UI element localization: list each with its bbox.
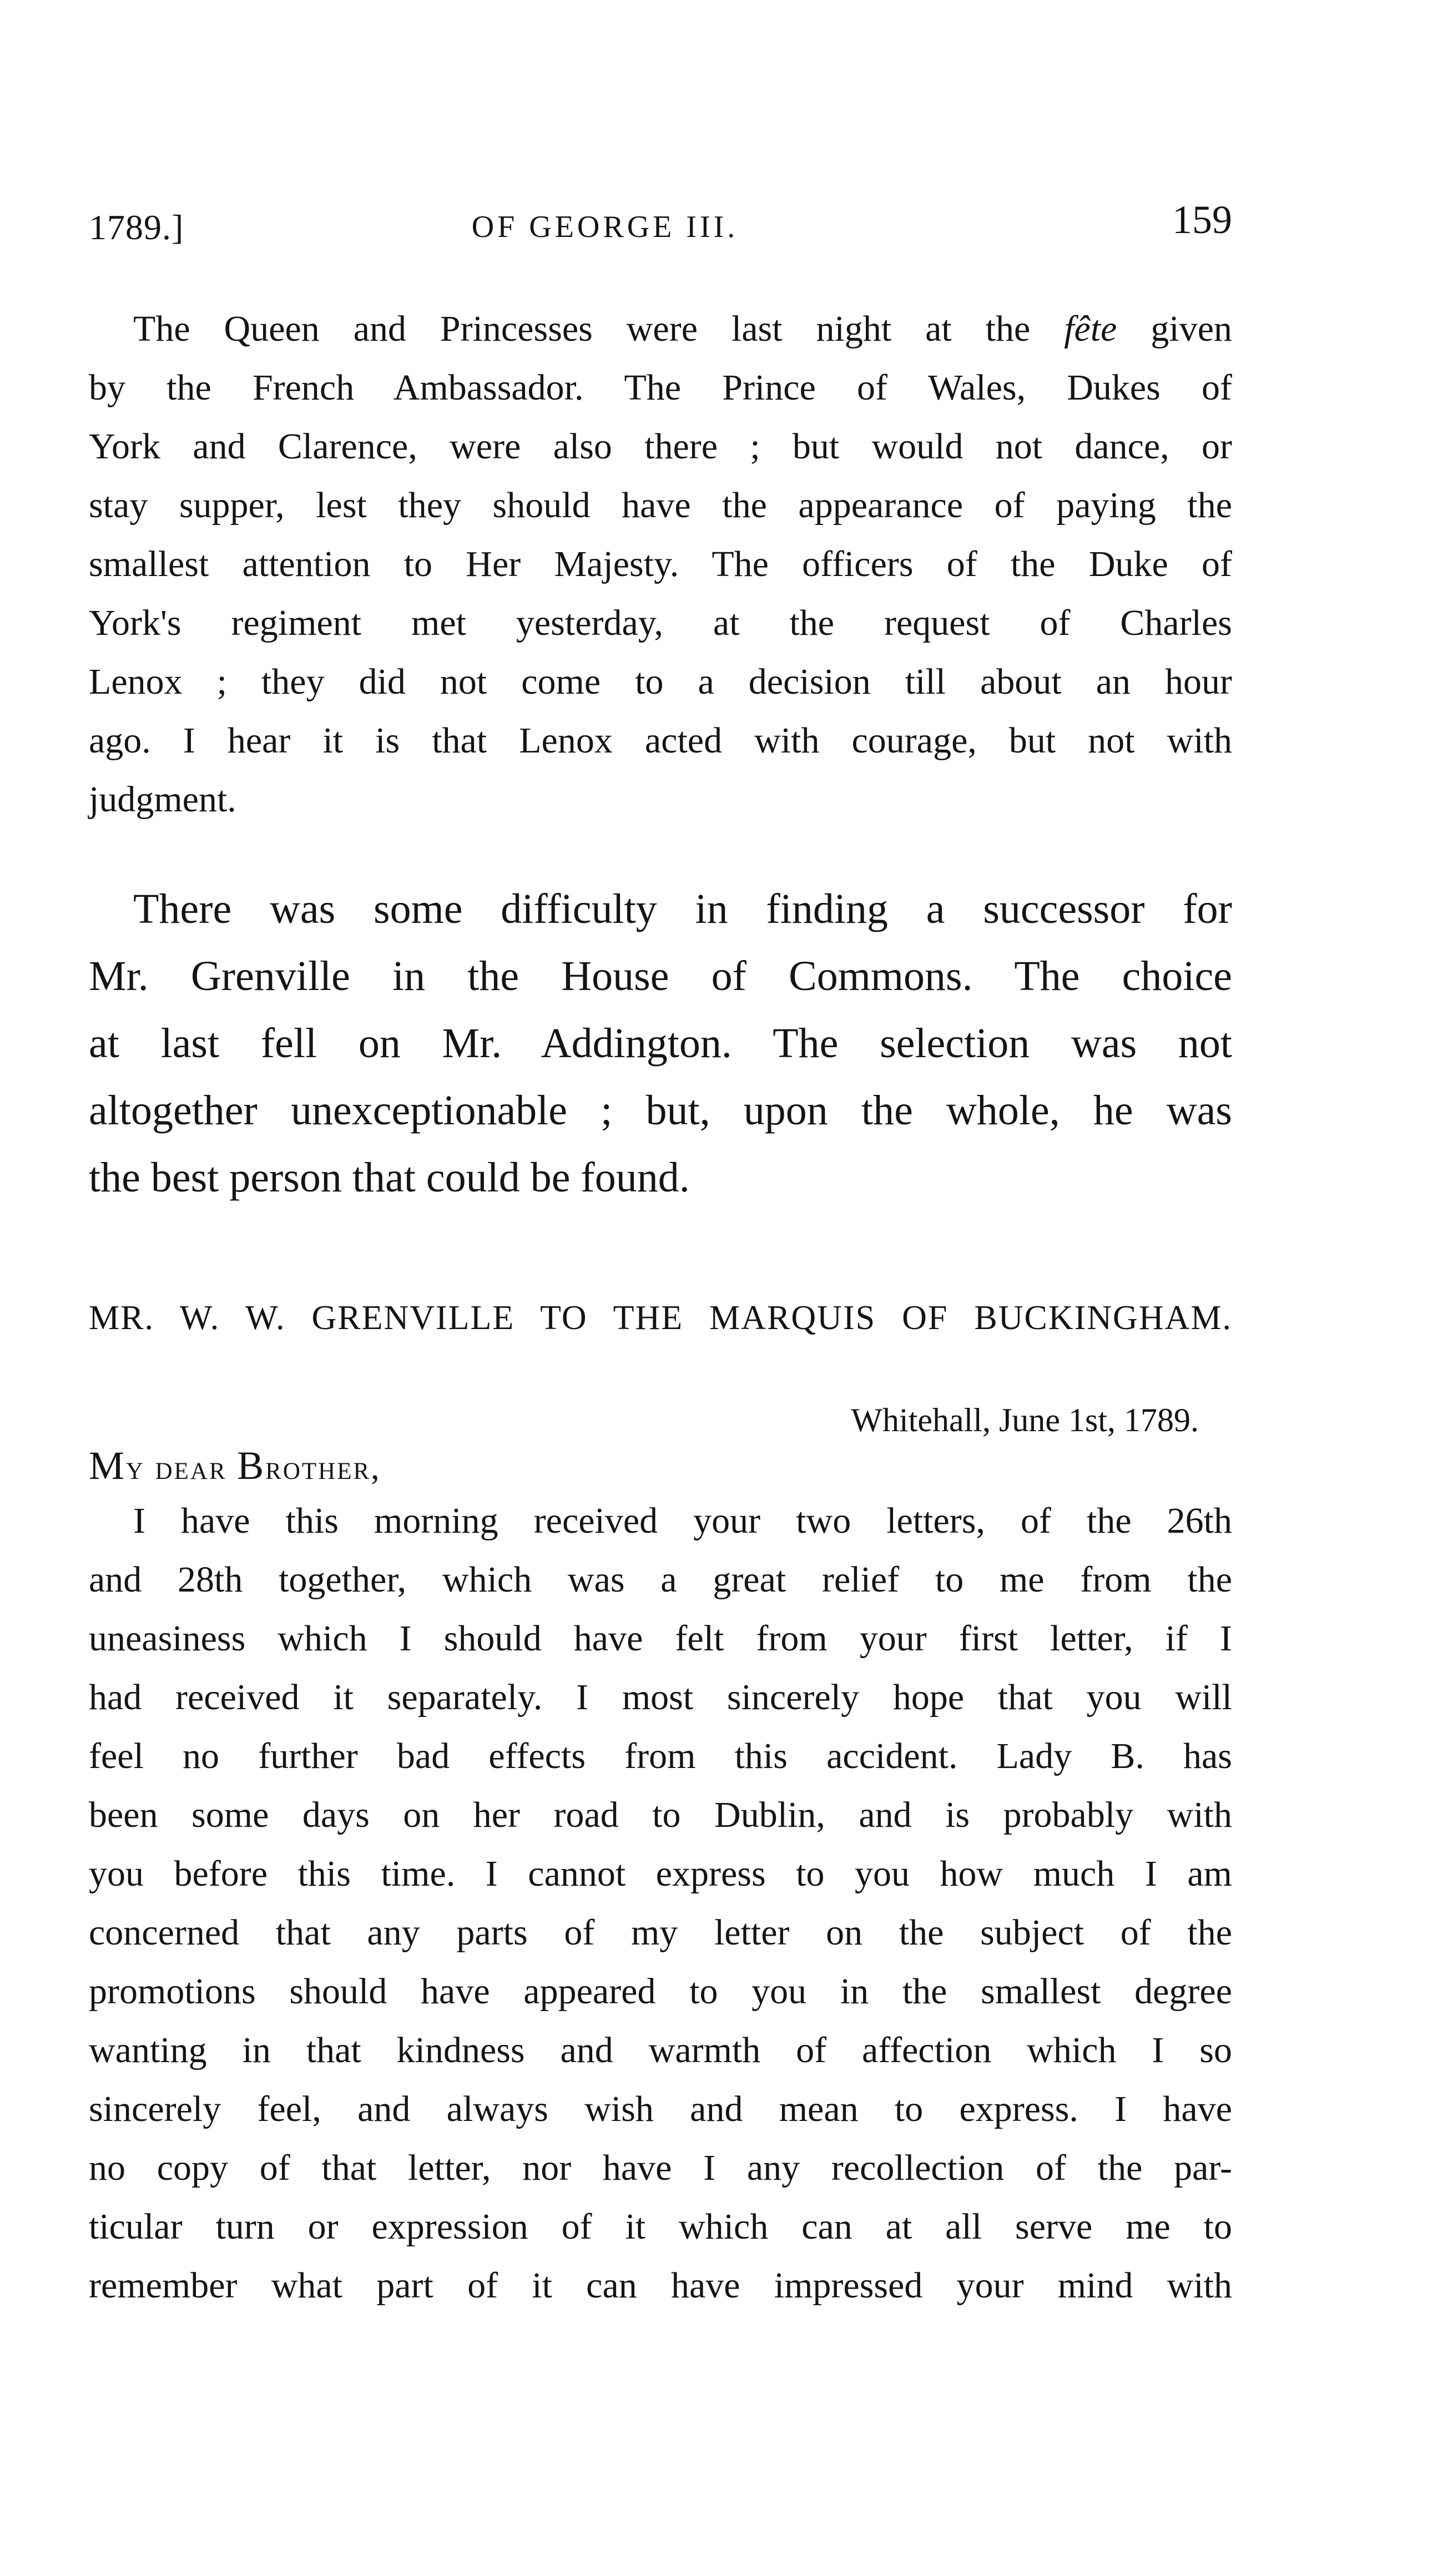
text-line: ago. I hear it is that Lenox acted with courage, but not with	[89, 720, 1232, 761]
running-head	[89, 197, 1232, 258]
running-head-title: OF GEORGE III.	[471, 210, 739, 244]
text-line: There was some difficulty in finding a successor for	[133, 886, 1232, 932]
text-line: stay supper, lest they should have the appearance of paying the	[89, 485, 1232, 526]
text-line: remember what part of it can have impressed your mind with	[89, 2265, 1232, 2306]
text-line: York and Clarence, were also there ; but would not dance, or	[89, 426, 1232, 467]
text-line: altogether unexceptionable ; but, upon the whole, he was	[89, 1087, 1232, 1134]
text-line: no copy of that letter, nor have I any recollection of the par-	[89, 2148, 1232, 2188]
text-line: wanting in that kindness and warmth of affection which I so	[89, 2030, 1232, 2070]
text-line: you before this time. I cannot express to you how much I am	[89, 1853, 1232, 1894]
letter-body	[89, 1492, 1232, 2315]
text-line: and 28th together, which was a great relief to me from the	[89, 1559, 1232, 1600]
letter-dateline: Whitehall, June 1st, 1789.	[851, 1402, 1199, 1438]
text-line: Mr. Grenville in the House of Commons. The choice	[89, 953, 1232, 999]
text-line: concerned that any parts of my letter on the subject of the	[89, 1912, 1232, 1953]
text-line: by the French Ambassador. The Prince of Wales, Dukes of	[89, 367, 1232, 408]
text-line: The Queen and Princesses were last night at the fête given	[133, 309, 1233, 349]
text-line: at last fell on Mr. Addington. The selection was not	[89, 1020, 1232, 1067]
text-line: judgment.	[89, 779, 236, 820]
text-line: ticular turn or expression of it which can at all serve me to	[89, 2206, 1232, 2247]
text-line: Lenox ; they did not come to a decision till about an hour	[89, 661, 1232, 702]
paragraph-successor	[89, 876, 1232, 1211]
text-line: sincerely feel, and always wish and mean to express. I have	[89, 2089, 1232, 2129]
text-line: York's regiment met yesterday, at the request of Charles	[89, 603, 1232, 643]
text-line: promotions should have appeared to you in the smallest degree	[89, 1971, 1232, 2012]
text-line: I have this morning received your two letters, of the 26th	[133, 1501, 1232, 1541]
text-line: been some days on her road to Dublin, and is probably with	[89, 1795, 1232, 1835]
running-head-year: 1789.]	[89, 208, 184, 247]
letter-salutation: My dear Brother,	[89, 1443, 381, 1488]
text-line: uneasiness which I should have felt from your first letter, if I	[89, 1618, 1232, 1659]
text-line: had received it separately. I most sincerely hope that you will	[89, 1677, 1232, 1718]
italic-word-fete: fête	[1064, 309, 1117, 349]
letter-heading: MR. W. W. GRENVILLE TO THE MARQUIS OF BUCKINGHAM.	[89, 1299, 1232, 1337]
page-number: 159	[1172, 198, 1232, 242]
text-line: smallest attention to Her Majesty. The officers of the Duke of	[89, 544, 1232, 584]
text-line: the best person that could be found.	[89, 1154, 690, 1201]
paragraph-queen-fete	[89, 300, 1232, 829]
text-line: feel no further bad effects from this accident. Lady B. has	[89, 1736, 1232, 1776]
